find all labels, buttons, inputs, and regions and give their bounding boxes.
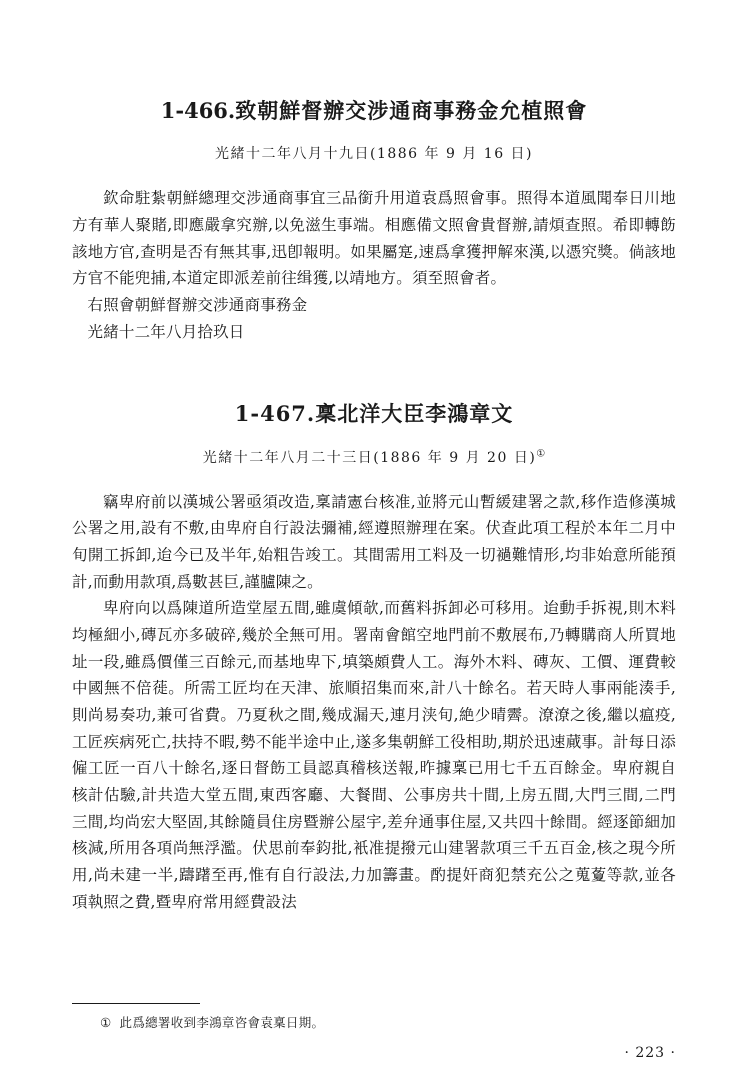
document-1-paragraph: 欽命駐紮朝鮮總理交涉通商事宜三品銜升用道袁爲照會事。照得本道風聞奉日川地方有華人聚賭,即應嚴拿究辦,以免滋生事端。相應備文照會貴督辦,請煩查照。希即轉飭該地方官,查明是否有無其事,迅卽報明。如果屬寔,速爲拿獲押解來漢,以憑究獎。倘該地方官不能兜捕,本道定即派差前往缉獲,以靖地方。須至照會者。 bbox=[72, 189, 676, 288]
document-1-body bbox=[72, 185, 676, 345]
footnote-reference-marker: ① bbox=[536, 448, 546, 460]
document-1-date: 光緒十二年八月十九日(1886 年 9 月 16 日) bbox=[214, 146, 534, 163]
footnote-marker: ① bbox=[100, 1015, 112, 1031]
section-divider bbox=[72, 345, 676, 399]
document-1-addressee: 右照會朝鮮督辦交涉通商事務金 bbox=[87, 296, 308, 315]
footnote-item bbox=[72, 1014, 676, 1033]
document-1-number: 1-466. bbox=[160, 98, 236, 123]
footnote-divider bbox=[72, 1003, 200, 1004]
footnote-body: 此爲總署收到李鴻章咨會袁稟日期。 bbox=[119, 1015, 325, 1031]
document-2-title bbox=[72, 399, 676, 428]
document-2-paragraph: 卑府向以爲陳道所造堂屋五間,雖虞傾欹,而舊料拆卸必可移用。迨動手拆視,則木料均極細小,磚瓦亦多破碎,幾於全無可用。署南會館空地門前不敷展布,乃轉購商人所買地址一段,雖爲價僅三百餘元,而基地卑下,填築頗費人工。海外木料、磚灰、工價、運費較中國無不倍蓰。所需工匠均在天津、旅順招集而來,計八十餘名。若天時人事兩能湊手,則尚易奏功,兼可省費。乃夏秋之間,幾成漏天,連月浃旬,絶少晴霽。潦潦之後,繼以瘟疫,工匠疾病死亡,扶持不暇,勢不能半途中止,遂多集朝鮮工役相助,期於迅速蕆事。計每日添僱工匠一百八十餘名,逐日督飭工員認真稽核送報,昨據稟已用七千五百餘金。卑府親自核計估驗,計共造大堂五間,東西客廳、大餐間、公事房共十間,上房五間,大門三間,二門三間,均尚宏大堅固,其餘隨員住房暨辦公屋宇,差弁通事住屋,又共四十餘間。經逐節細加核減,所用各項尚無浮濫。伏思前奉鈞批,衹准提撥元山建署款項三千五百金,核之現今所用,尚未建一半,躊躇至再,惟有自行設法,力加籌畫。酌提奸商犯禁充公之蒐藑等款,並各項執照之費,暨卑府常用經費設法 bbox=[72, 599, 676, 911]
document-1-title bbox=[72, 96, 676, 125]
document-2-date bbox=[72, 447, 676, 467]
document-2-date-text: 光緒十二年八月二十三日(1886 年 9 月 20 日) bbox=[202, 449, 537, 466]
page-number: · 223 · bbox=[624, 1045, 676, 1061]
footnote-area bbox=[72, 1003, 676, 1033]
document-1-signature-date: 光緒十二年八月拾玖日 bbox=[87, 322, 245, 341]
document-2-paragraph: 竊卑府前以漢城公署亟須改造,稟請憲台核准,並將元山暫緩建署之款,移作造修漢城公署之用,設有不敷,由卑府自行設法彌補,經遵照辦理在案。伏查此項工程於本年二月中旬開工拆卸,迨今已及半年,始粗告竣工。其間需用工料及一切䙤難情形,均非始意所能預計,而動用款項,爲數甚巨,謹臚陳之。 bbox=[72, 492, 676, 591]
document-2-body bbox=[72, 489, 676, 916]
document-1-title-text: 致朝鮮督辦交涉通商事務金允植照會 bbox=[235, 98, 588, 123]
document-2-title-text: 稟北洋大臣李鴻章文 bbox=[315, 401, 514, 427]
document-2-number: 1-467. bbox=[234, 401, 316, 427]
